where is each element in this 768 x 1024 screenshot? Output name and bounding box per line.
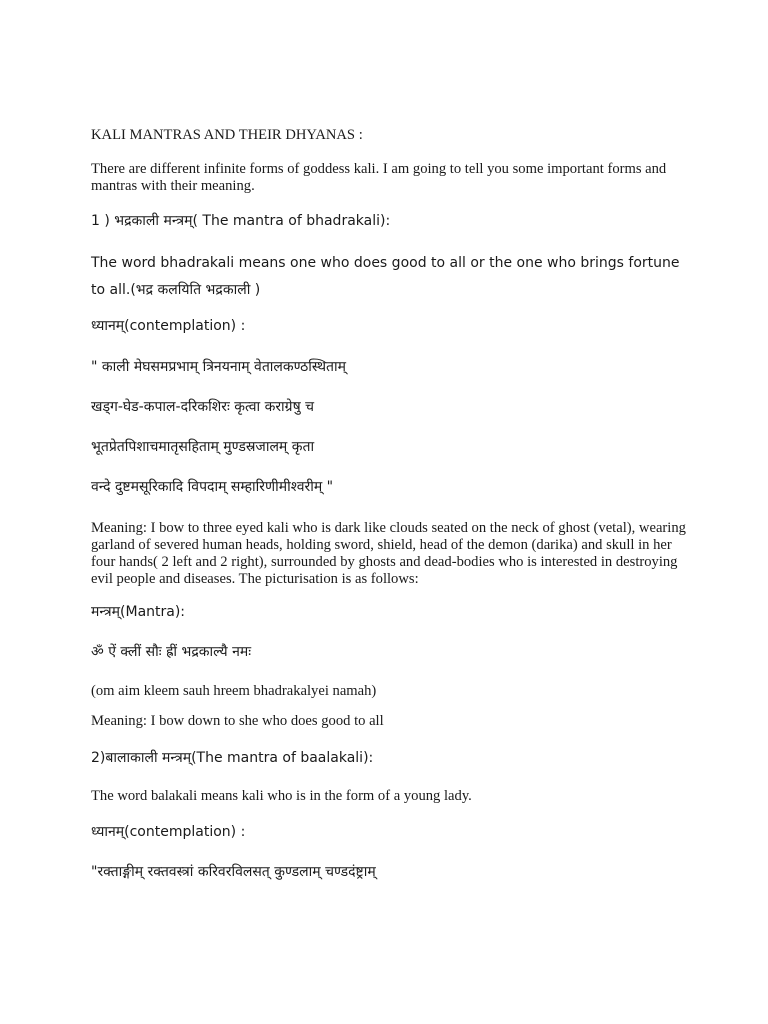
verse-line-4: वन्दे दुष्टमसूरिकादि विपदाम् सम्हारिणीमीश्वरीम् " bbox=[91, 479, 334, 495]
section1-title: 1 ) भद्रकाली मन्त्रम्( The mantra of bhadrakali): bbox=[91, 213, 391, 229]
document-heading: KALI MANTRAS AND THEIR DHYANAS : bbox=[91, 127, 363, 143]
section1-description: The word bhadrakali means one who does good to all or the one who brings fortune to all.(भद्र कलयिति भद्रकाली ) bbox=[91, 255, 680, 298]
intro-paragraph: There are different infinite forms of goddess kali. I am going to tell you some important forms and mantras with their meaning. bbox=[91, 161, 667, 194]
verse-line-2: खड्ग-घेड-कपाल-दरिकशिरः कृत्वा कराग्रेषु च bbox=[91, 399, 315, 415]
section1-transliteration: (om aim kleem sauh hreem bhadrakalyei namah) bbox=[91, 683, 377, 699]
verse-line-3: भूतप्रेतपिशाचमातृसहिताम् मुण्डस्रजालम् कृता bbox=[91, 439, 315, 455]
section1-meaning: Meaning: I bow to three eyed kali who is dark like clouds seated on the neck of ghost (vetal), wearing garland of severed human heads, holding sword, shield, head of the demon (darika) and skull in her four hands( 2 left and 2 right), surrounded by ghosts and dead-bodies who is interested in destroying evil people and diseases. The picturisation is as follows: bbox=[91, 520, 686, 587]
section1-dhyanam-label: ध्यानम्(contemplation) : bbox=[91, 318, 246, 334]
section2-description: The word balakali means kali who is in the form of a young lady. bbox=[91, 788, 472, 804]
section1-mantra-label: मन्त्रम्(Mantra): bbox=[91, 604, 186, 620]
section2-title: 2)बालाकाली मन्त्रम्(The mantra of baalakali): bbox=[91, 750, 374, 766]
section2-dhyanam-label: ध्यानम्(contemplation) : bbox=[91, 824, 246, 840]
section1-mantra-meaning: Meaning: I bow down to she who does good to all bbox=[91, 713, 384, 729]
section1-mantra: ॐ ऐं क्लीं सौः ह्रीं भद्रकाल्यै नमः bbox=[91, 644, 252, 660]
section2-verse-line-1: "रक्ताङ्गीम् रक्तवस्त्रां करिवरविलसत् कुण्डलाम् चण्डदंष्ट्राम् bbox=[91, 864, 376, 880]
verse-line-1: " काली मेघसमप्रभाम् त्रिनयनाम् वेतालकण्ठस्थिताम् bbox=[91, 359, 347, 375]
